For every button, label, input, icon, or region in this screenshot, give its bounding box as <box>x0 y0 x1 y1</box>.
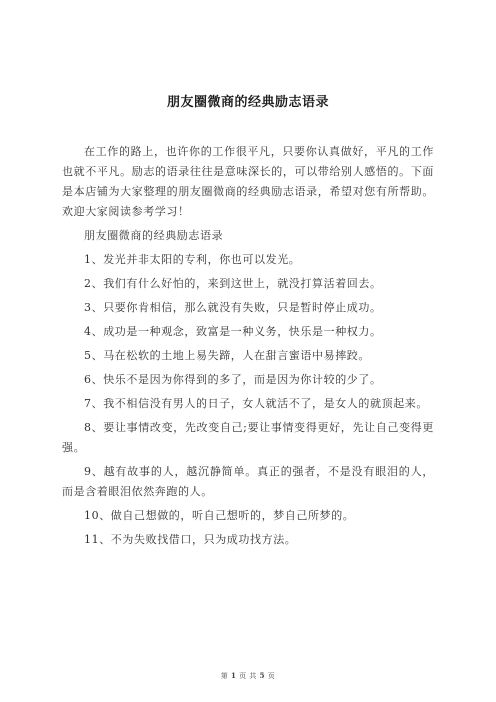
list-item: 6、快乐不是因为你得到的多了，而是因为你计较的少了。 <box>84 373 382 386</box>
list-item: 2、我们有什么好怕的，来到这世上，就没打算活着回去。 <box>84 277 382 290</box>
list-item: 11、不为失败找借口，只为成功找方法。 <box>84 533 297 546</box>
footer-middle: 页 共 <box>239 672 257 680</box>
footer-suffix: 页 <box>267 672 276 680</box>
list-item: 5、马在松软的土地上易失蹄，人在甜言蜜语中易摔跤。 <box>84 349 370 362</box>
footer-prefix: 第 <box>220 672 229 680</box>
intro-paragraph: 在工作的路上，也许你的工作很平凡，只要你认真做好，平凡的工作也就不平凡。励志的语录往往是意味深长的，可以带给别人感悟的。下面是本店铺为大家整理的朋友圈微商的经典励志语录，希望对您有所帮助。欢迎大家阅读参考学习！ <box>62 145 434 218</box>
list-item: 10、做自己想做的，听自己想听的，梦自己所梦的。 <box>84 509 355 522</box>
document-body <box>62 142 434 554</box>
page-title: 朋友圈微商的经典励志语录 <box>166 95 329 110</box>
list-item: 1、发光并非太阳的专利，你也可以发光。 <box>84 253 301 266</box>
list-item: 9、越有故事的人，越沉静简单。真正的强者，不是没有眼泪的人，而是含着眼泪依然奔跑的人。 <box>62 465 434 498</box>
list-item: 7、我不相信没有男人的日子，女人就活不了，是女人的就顶起来。 <box>84 397 428 410</box>
footer-current-page: 1 <box>231 671 237 680</box>
page-footer <box>0 671 496 681</box>
list-item: 3、只要你肯相信，那么就没有失败，只是暂时停止成功。 <box>84 301 382 314</box>
section-subtitle: 朋友圈微商的经典励志语录 <box>84 229 224 242</box>
list-item: 4、成功是一种观念，致富是一种义务，快乐是一种权力。 <box>84 325 382 338</box>
list-item: 8、要让事情改变，先改变自己;要让事情变得更好，先让自己变得更强。 <box>62 421 434 454</box>
footer-total-pages: 5 <box>259 671 265 680</box>
